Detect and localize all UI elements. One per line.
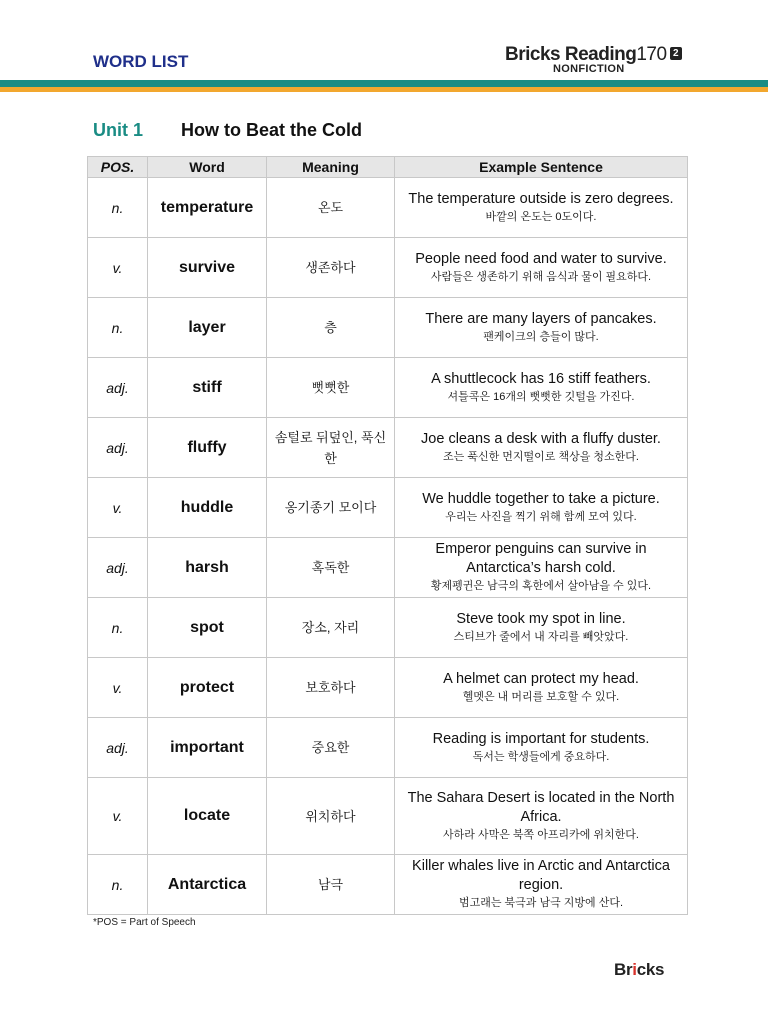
table-header-row	[88, 157, 688, 178]
meaning-cell: 남극	[267, 855, 395, 915]
meaning-cell: 솜털로 뒤덮인, 푹신한	[267, 418, 395, 478]
example-english: Joe cleans a desk with a fluffy duster.	[421, 430, 661, 447]
header-stripe-orange	[0, 87, 768, 92]
word-cell: huddle	[148, 478, 267, 538]
word-cell: Antarctica	[148, 855, 267, 915]
table-row	[88, 418, 688, 478]
word-cell: stiff	[148, 358, 267, 418]
pos-cell: n.	[88, 298, 148, 358]
pos-cell: n.	[88, 178, 148, 238]
example-english: Reading is important for students.	[432, 730, 650, 747]
example-korean: 독서는 학생들에게 중요하다.	[472, 750, 610, 763]
meaning-cell: 보호하다	[267, 658, 395, 718]
table-row	[88, 178, 688, 238]
table-row	[88, 538, 688, 598]
table-row	[88, 778, 688, 855]
example-cell	[395, 778, 688, 855]
word-list-title: WORD LIST	[93, 52, 189, 71]
example-korean: 스티브가 줄에서 내 자리를 빼앗았다.	[453, 630, 629, 643]
example-korean: 범고래는 북극과 남극 지방에 산다.	[458, 897, 624, 909]
meaning-cell: 장소, 자리	[267, 598, 395, 658]
meaning-cell: 층	[267, 298, 395, 358]
example-cell	[395, 658, 688, 718]
pos-cell: adj.	[88, 538, 148, 598]
meaning-cell: 혹독한	[267, 538, 395, 598]
table-row	[88, 358, 688, 418]
header-example: Example Sentence	[395, 157, 688, 178]
unit-title: How to Beat the Cold	[181, 120, 362, 140]
example-korean: 바깥의 온도는 0도이다.	[485, 210, 597, 223]
footer-logo-start: Br	[614, 960, 633, 979]
header-stripe-teal	[0, 80, 768, 87]
word-cell: harsh	[148, 538, 267, 598]
header-pos: POS.	[88, 157, 148, 178]
pos-cell: v.	[88, 478, 148, 538]
pos-cell: n.	[88, 598, 148, 658]
word-cell: layer	[148, 298, 267, 358]
meaning-cell: 중요한	[267, 718, 395, 778]
example-korean: 헬멧은 내 머리를 보호할 수 있다.	[462, 690, 620, 703]
example-english: The temperature outside is zero degrees.	[408, 190, 674, 207]
example-english: We huddle together to take a picture.	[422, 490, 660, 507]
table-row	[88, 238, 688, 298]
meaning-cell: 옹기종기 모이다	[267, 478, 395, 538]
pos-cell: v.	[88, 658, 148, 718]
meaning-cell: 위치하다	[267, 778, 395, 855]
example-cell	[395, 418, 688, 478]
word-cell: protect	[148, 658, 267, 718]
pos-cell: adj.	[88, 718, 148, 778]
example-korean: 우리는 사진을 찍기 위해 함께 모여 있다.	[445, 510, 637, 523]
word-cell: important	[148, 718, 267, 778]
pos-footnote: *POS = Part of Speech	[93, 917, 196, 928]
example-english: Steve took my spot in line.	[456, 610, 626, 627]
example-english: Emperor penguins can survive in Antarctica’s harsh cold.	[435, 541, 647, 576]
table-row	[88, 658, 688, 718]
example-cell	[395, 855, 688, 915]
brand-name: Bricks Reading	[505, 44, 637, 65]
example-cell	[395, 298, 688, 358]
example-cell	[395, 718, 688, 778]
unit-label: Unit 1	[93, 120, 144, 140]
example-cell	[395, 478, 688, 538]
table-row	[88, 855, 688, 915]
table-row	[88, 598, 688, 658]
pos-cell: n.	[88, 855, 148, 915]
pos-cell: v.	[88, 238, 148, 298]
meaning-cell: 뻣뻣한	[267, 358, 395, 418]
word-cell: survive	[148, 238, 267, 298]
brand-logo	[505, 44, 705, 75]
brand-volume-badge: 2	[670, 47, 682, 60]
footer-logo-end: cks	[636, 960, 665, 979]
example-english: A shuttlecock has 16 stiff feathers.	[431, 370, 651, 387]
word-cell: locate	[148, 778, 267, 855]
footer-logo-accent: i	[632, 960, 637, 979]
brand-subtitle: NONFICTION	[553, 63, 625, 75]
example-english: There are many layers of pancakes.	[425, 310, 657, 327]
word-cell: spot	[148, 598, 267, 658]
example-korean: 셔틀콕은 16개의 뻣뻣한 깃털을 가진다.	[447, 390, 635, 403]
example-cell	[395, 598, 688, 658]
meaning-cell: 온도	[267, 178, 395, 238]
example-korean: 사하라 사막은 북쪽 아프리카에 위치한다.	[443, 828, 639, 841]
example-cell	[395, 358, 688, 418]
table-row	[88, 478, 688, 538]
example-cell	[395, 538, 688, 598]
meaning-cell: 생존하다	[267, 238, 395, 298]
footer-bricks-logo	[614, 960, 664, 980]
word-cell: fluffy	[148, 418, 267, 478]
example-korean: 팬케이크의 층들이 많다.	[483, 330, 599, 343]
example-english: A helmet can protect my head.	[443, 670, 639, 687]
example-korean: 사람들은 생존하기 위해 음식과 물이 필요하다.	[430, 270, 652, 283]
example-english: The Sahara Desert is located in the North Africa.	[407, 789, 675, 825]
table-row	[88, 298, 688, 358]
header-word: Word	[148, 157, 267, 178]
example-cell	[395, 178, 688, 238]
example-english: Killer whales live in Arctic and Antarctica region.	[412, 858, 670, 893]
pos-cell: adj.	[88, 358, 148, 418]
pos-cell: v.	[88, 778, 148, 855]
table-row	[88, 718, 688, 778]
example-korean: 황제펭귄은 남극의 혹한에서 살아남을 수 있다.	[430, 580, 652, 592]
word-table	[87, 156, 688, 915]
example-korean: 조는 푹신한 먼지떨이로 책상을 청소한다.	[443, 450, 639, 463]
brand-number: 170	[636, 44, 667, 65]
example-english: People need food and water to survive.	[415, 250, 667, 267]
example-cell	[395, 238, 688, 298]
word-cell: temperature	[148, 178, 267, 238]
header-meaning: Meaning	[267, 157, 395, 178]
pos-cell: adj.	[88, 418, 148, 478]
